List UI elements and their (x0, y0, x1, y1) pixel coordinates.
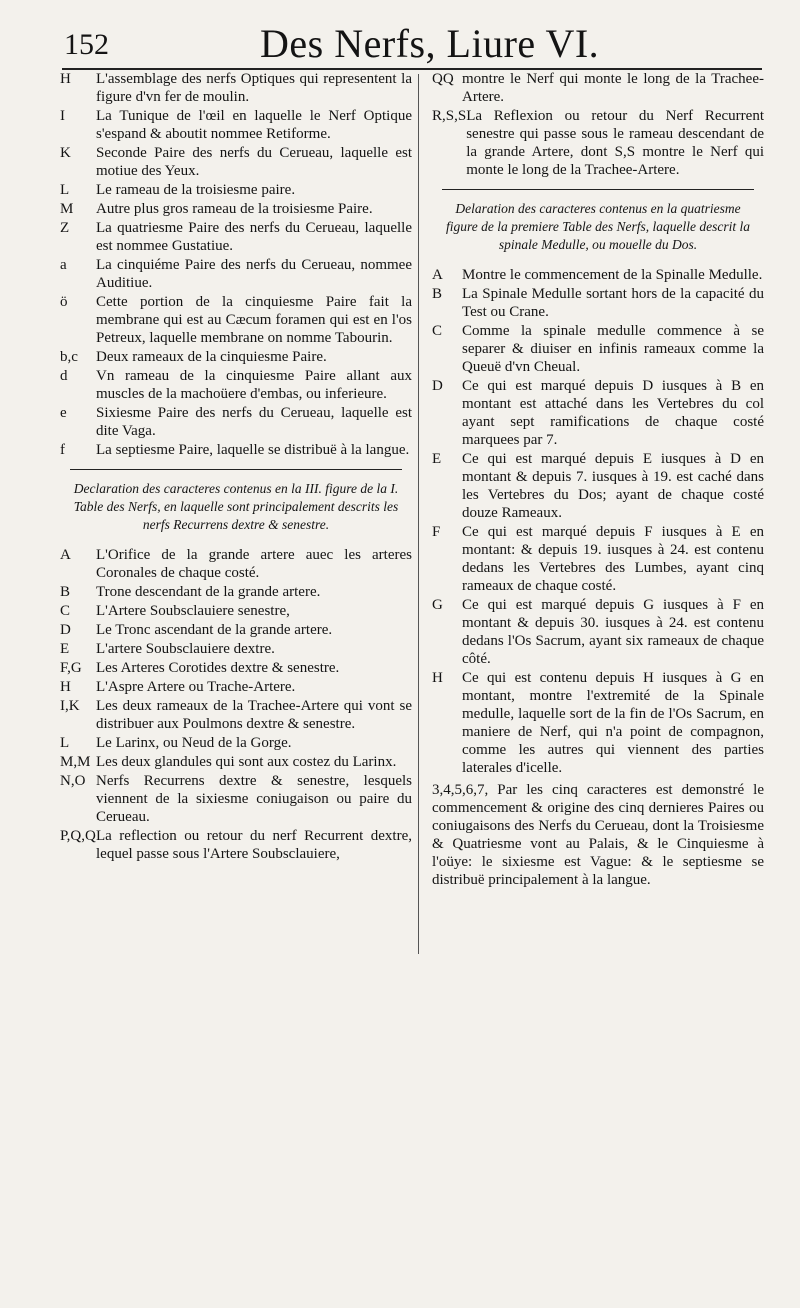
legend-entry (60, 583, 412, 601)
legend-key: E (60, 641, 70, 657)
legend-entry (432, 669, 764, 777)
legend-key: R,S,S (432, 108, 467, 124)
legend-text: Sixiesme Paire des nerfs du Cerueau, laquelle est dite Vaga. (96, 405, 412, 439)
legend-text: La reflection ou retour du nerf Recurrent dextre, lequel passe sous l'Artere Soubsclauiere, (96, 828, 412, 862)
right-legend-list-2 (432, 266, 764, 777)
legend-text: Vn rameau de la cinquiesme Paire allant aux muscles de la machoüere d'embas, ou inferieure. (96, 368, 412, 402)
column-divider (418, 74, 419, 954)
legend-entry (432, 450, 764, 522)
legend-text: Ce qui est marqué depuis E iusques à D en montant & depuis 7. iusques à 19. est caché dans les Vertebres du Dos; ayant de chaque costé douze Rameaux. (462, 451, 764, 521)
legend-entry (60, 678, 412, 696)
legend-entry (432, 377, 764, 449)
legend-key: F,G (60, 660, 82, 676)
legend-text: Ce qui est marqué depuis F iusques à E en montant: & depuis 19. iusques à 24. est contenu dedans les Vertebres des Lumbes, ayant cinq rameaux de chaque costé. (462, 524, 764, 594)
legend-text: Le rameau de la troisiesme paire. (96, 182, 296, 198)
left-column (60, 70, 412, 864)
legend-key: M (60, 201, 74, 217)
legend-key: I (60, 108, 65, 124)
legend-entry (60, 697, 412, 733)
legend-text: Seconde Paire des nerfs du Cerueau, laquelle est motiue des Yeux. (96, 145, 412, 179)
legend-key: K (60, 145, 71, 161)
legend-text: La cinquiéme Paire des nerfs du Cerueau, nommee Auditiue. (96, 257, 412, 291)
legend-key: e (60, 405, 67, 421)
legend-key: QQ (432, 71, 454, 87)
legend-entry (60, 602, 412, 620)
right-column (432, 70, 764, 889)
legend-key: I,K (60, 698, 80, 714)
legend-entry (60, 441, 412, 459)
legend-entry (60, 827, 412, 863)
legend-text: La Reflexion ou retour du Nerf Recurrent senestre qui passe sous le rameau descendant de la grande Artere, dont S,S montre le Nerf qui monte le long de la Trachee-Artere. (466, 108, 764, 178)
page-number: 152 (64, 28, 109, 61)
legend-key: D (432, 378, 443, 394)
left-section-heading: Declaration des caracteres contenus en la III. figure de la I. Table des Nerfs, en laquelle sont principalement descrits les nerfs Recurrens dextre & senestre. (73, 481, 399, 532)
legend-entry (60, 546, 412, 582)
legend-text: Le Tronc ascendant de la grande artere. (96, 622, 333, 638)
legend-text: Le Larinx, ou Neud de la Gorge. (96, 735, 292, 751)
left-legend-list-2 (60, 546, 412, 863)
legend-entry (432, 322, 764, 376)
legend-entry (60, 200, 412, 218)
legend-entry (60, 772, 412, 826)
legend-text: montre le Nerf qui monte le long de la Trachee-Artere. (462, 71, 764, 105)
legend-entry (60, 404, 412, 440)
legend-text: Cette portion de la cinquiesme Paire fait la membrane qui est au Cæcum foramen qui est en l'os Petreux, laquelle membrane on nomme Tabourin. (96, 294, 412, 346)
legend-key: a (60, 257, 67, 273)
legend-key: L (60, 735, 70, 751)
legend-entry (60, 640, 412, 658)
legend-key: B (60, 584, 71, 600)
legend-key: G (432, 597, 443, 613)
legend-entry (432, 523, 764, 595)
legend-text: L'artere Soubsclauiere dextre. (96, 641, 275, 657)
legend-text: L'Orifice de la grande artere auec les arteres Coronales de chaque costé. (96, 547, 412, 581)
legend-text: Ce qui est contenu depuis H iusques à G en montant, montre l'extremité de la Spinale medulle, laquelle sort de la fin de l'Os Sacrum, en maniere de Nerf, qui n'a point de compagnon, comme les autres qui viennent des parties laterales d'icelle. (462, 670, 764, 776)
legend-entry (60, 181, 412, 199)
legend-key: B (432, 286, 443, 302)
legend-key: H (432, 670, 443, 686)
legend-text: Les Arteres Corotides dextre & senestre. (96, 660, 340, 676)
legend-key: M,M (60, 754, 91, 770)
legend-entry (60, 219, 412, 255)
legend-text: La septiesme Paire, laquelle se distribuë à la langue. (96, 442, 410, 458)
legend-entry (60, 367, 412, 403)
legend-key: H (60, 679, 71, 695)
legend-key: C (432, 323, 443, 339)
legend-key: f (60, 442, 65, 458)
legend-key: b,c (60, 349, 78, 365)
legend-entry (432, 285, 764, 321)
legend-text: Deux rameaux de la cinquiesme Paire. (96, 349, 327, 365)
legend-key: F (432, 524, 441, 540)
right-legend-list (432, 70, 764, 179)
legend-text: Comme la spinale medulle commence à se separer & diuiser en infinis rameaux comme la Queuë d'vn Cheual. (462, 323, 764, 375)
legend-key: P,Q,Q (60, 828, 96, 844)
legend-key: C (60, 603, 71, 619)
legend-entry (60, 734, 412, 752)
legend-key: ö (60, 294, 68, 310)
legend-text: L'assemblage des nerfs Optiques qui representent la figure d'vn fer de moulin. (96, 71, 412, 105)
legend-key: L (60, 182, 70, 198)
legend-entry (432, 70, 764, 106)
running-head: Des Nerfs, Liure VI. (260, 21, 600, 66)
section-separator (70, 469, 402, 470)
legend-text: La Tunique de l'œil en laquelle le Nerf Optique s'espand & aboutit nommee Retiforme. (96, 108, 412, 142)
legend-text: Ce qui est marqué depuis D iusques à B en montant est attaché dans les Vertebres du col ayant sept ramifications de chaque costé marquees par 7. (462, 378, 764, 448)
legend-text: Trone descendant de la grande artere. (96, 584, 321, 600)
legend-key: Z (60, 220, 70, 236)
closing-paragraph: 3,4,5,6,7, Par les cinq caracteres est demonstré le commencement & origine des cinq dernieres Paires ou coniugaisons des Nerfs du Cerueau, dont la Troisiesme & Quatriesme vont au Palais, & le Cinquiesme à l'oüye: le sixiesme est Vague: & le septiesme se distribuë principalement à la langue. (432, 782, 764, 888)
legend-text: Ce qui est marqué depuis G iusques à F en montant & depuis 30. iusques à 24. est contenu dedans l'Os Sacrum, ayant six rameaux de chaque côté. (462, 597, 764, 667)
section-separator (442, 189, 754, 190)
legend-text: L'Artere Soubsclauiere senestre, (96, 603, 290, 619)
legend-text: La quatriesme Paire des nerfs du Cerueau, laquelle est nommee Gustatiue. (96, 220, 412, 254)
legend-key: N,O (60, 773, 86, 789)
legend-entry (60, 293, 412, 347)
legend-entry (60, 348, 412, 366)
legend-text: Montre le commencement de la Spinalle Medulle. (462, 267, 763, 283)
right-section-heading: Delaration des caracteres contenus en la quatriesme figure de la premiere Table des Nerfs, laquelle descrit la spinale Medulle, ou mouelle du Dos. (446, 201, 750, 252)
legend-entry (432, 107, 764, 179)
legend-entry (60, 144, 412, 180)
legend-entry (60, 107, 412, 143)
legend-entry (60, 621, 412, 639)
legend-entry (432, 596, 764, 668)
legend-text: Les deux rameaux de la Trachee-Artere qui vont se distribuer aux Poulmons dextre & senestre. (96, 698, 412, 732)
legend-entry (60, 659, 412, 677)
legend-entry (60, 256, 412, 292)
legend-key: H (60, 71, 71, 87)
legend-key: d (60, 368, 68, 384)
legend-key: E (432, 451, 442, 467)
legend-entry (60, 70, 412, 106)
legend-text: Les deux glandules qui sont aux costez du Larinx. (96, 754, 397, 770)
legend-entry (432, 266, 764, 284)
legend-text: Autre plus gros rameau de la troisiesme Paire. (96, 201, 373, 217)
legend-text: La Spinale Medulle sortant hors de la capacité du Test ou Crane. (462, 286, 764, 320)
legend-key: A (60, 547, 71, 563)
legend-key: A (432, 267, 443, 283)
legend-text: L'Aspre Artere ou Trache-Artere. (96, 679, 296, 695)
legend-text: Nerfs Recurrens dextre & senestre, lesquels viennent de la sixiesme coniugaison ou paire du Cerueau. (96, 773, 412, 825)
left-legend-list (60, 70, 412, 459)
legend-key: D (60, 622, 71, 638)
legend-entry (60, 753, 412, 771)
